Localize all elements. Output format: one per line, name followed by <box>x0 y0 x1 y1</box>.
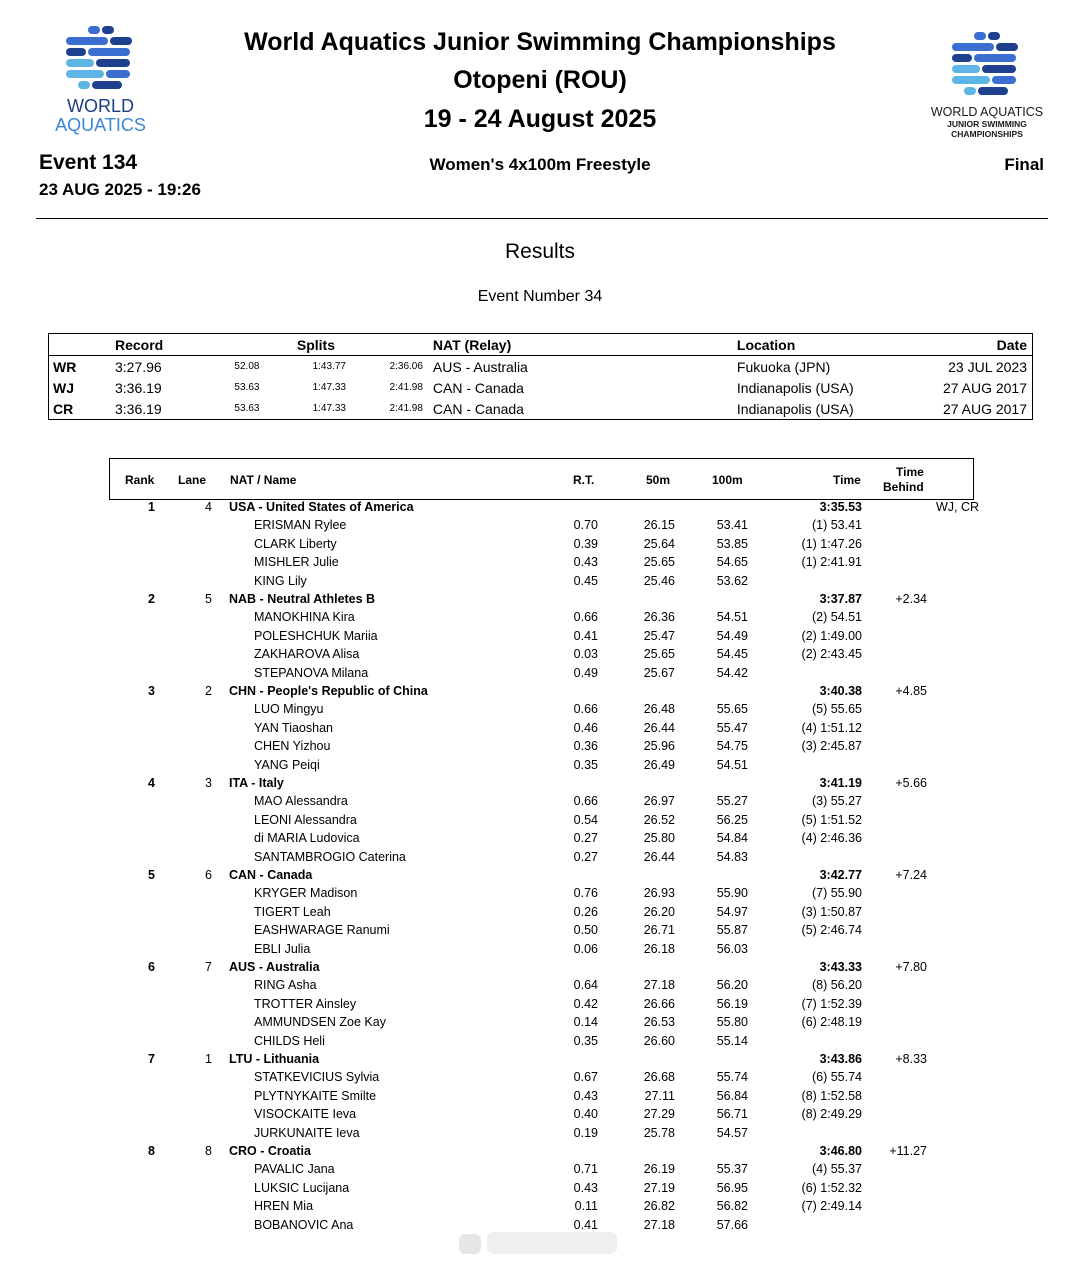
swimmer-split-50m: 26.19 <box>643 1162 675 1177</box>
team-rank: 8 <box>148 1144 155 1158</box>
team-time-behind: +11.27 <box>889 1144 927 1158</box>
swimmer-cumulative: (3) 1:50.87 <box>801 904 862 919</box>
swimmer-split-50m: 25.78 <box>643 1125 675 1140</box>
swimmer-split-100m: 55.90 <box>716 886 748 901</box>
team-rank: 5 <box>148 868 155 882</box>
swimmer-row <box>0 555 1080 573</box>
team-name: NAB - Neutral Athletes B <box>229 592 376 606</box>
swimmer-reaction-time: 0.14 <box>573 1015 598 1030</box>
swimmer-split-100m: 55.37 <box>716 1162 748 1177</box>
swimmer-reaction-time: 0.45 <box>573 573 598 588</box>
event-phase: Final <box>1004 155 1044 174</box>
swimmer-name: CHILDS Heli <box>254 1033 325 1048</box>
records-header-nat: NAT (Relay) <box>427 334 737 356</box>
swimmer-split-100m: 56.84 <box>716 1088 748 1103</box>
swimmer-reaction-time: 0.27 <box>573 849 598 864</box>
swimmer-cumulative: (1) 2:41.91 <box>801 555 862 570</box>
logo-word-world-aquatics: WORLD AQUATICS <box>930 105 1044 119</box>
swimmer-name: KRYGER Madison <box>254 886 358 901</box>
team-row <box>0 960 1080 978</box>
records-header-row <box>49 334 1033 356</box>
record-date: 23 JUL 2023 <box>948 358 1027 375</box>
swimmer-row <box>0 537 1080 555</box>
swimmer-cumulative: (5) 55.65 <box>811 702 862 717</box>
swimmer-reaction-time: 0.43 <box>573 1180 598 1195</box>
team-name: CHN - People's Republic of China <box>229 684 428 698</box>
team-time-behind: +2.34 <box>895 592 927 606</box>
swimmer-cumulative: (4) 55.37 <box>811 1162 862 1177</box>
swimmer-reaction-time: 0.40 <box>573 1107 598 1122</box>
swimmer-cumulative: (6) 55.74 <box>811 1070 862 1085</box>
records-header-record: Record <box>105 334 205 356</box>
header-divider <box>36 218 1048 219</box>
swimmer-name: EASHWARAGE Ranumi <box>254 923 390 938</box>
record-split-1: 52.08 <box>234 361 260 372</box>
header-lane: Lane <box>178 473 207 487</box>
swimmer-reaction-time: 0.66 <box>573 702 598 717</box>
swimmer-row <box>0 758 1080 776</box>
team-row <box>0 776 1080 794</box>
swimmer-row <box>0 997 1080 1015</box>
swimmer-name: LEONI Alessandra <box>254 812 357 827</box>
swimmer-split-100m: 56.20 <box>716 978 748 993</box>
swimmer-name: RING Asha <box>254 978 317 993</box>
record-nat: CAN - Canada <box>432 379 524 396</box>
team-name: AUS - Australia <box>229 960 320 974</box>
swimmer-reaction-time: 0.36 <box>573 739 598 754</box>
swimmer-split-100m: 56.03 <box>716 941 748 956</box>
championship-dates: 19 - 24 August 2025 <box>423 105 657 133</box>
swimmer-name: ZAKHAROVA Alisa <box>254 647 360 662</box>
team-name: USA - United States of America <box>229 500 414 514</box>
team-time-behind: +7.80 <box>895 960 927 974</box>
team-lane: 6 <box>205 868 212 882</box>
records-table <box>48 333 1033 420</box>
event-label: Event 134 <box>39 151 138 174</box>
swimmer-split-50m: 27.29 <box>643 1107 675 1122</box>
logo-word-junior-swimming: JUNIOR SWIMMING <box>947 119 1027 129</box>
team-time: 3:46.80 <box>819 1144 862 1158</box>
swimmer-split-50m: 27.18 <box>643 1217 675 1232</box>
swimmer-row <box>0 794 1080 812</box>
swimmer-split-100m: 54.51 <box>716 757 748 772</box>
swimmer-reaction-time: 0.27 <box>573 831 598 846</box>
team-row <box>0 868 1080 886</box>
swimmer-reaction-time: 0.66 <box>573 610 598 625</box>
team-row <box>0 500 1080 518</box>
swimmer-split-50m: 26.36 <box>643 610 675 625</box>
swimmer-split-100m: 53.41 <box>716 518 748 533</box>
swimmer-split-100m: 53.85 <box>716 536 748 551</box>
swimmer-split-50m: 25.47 <box>643 628 675 643</box>
swimmer-split-50m: 26.97 <box>643 794 675 809</box>
header-time: Time <box>833 473 861 487</box>
record-location: Indianapolis (USA) <box>736 379 854 396</box>
swimmer-cumulative: (1) 1:47.26 <box>801 536 862 551</box>
swimmer-reaction-time: 0.26 <box>573 904 598 919</box>
team-lane: 8 <box>205 1144 212 1158</box>
record-split-3: 2:41.98 <box>389 403 423 414</box>
swimmer-split-100m: 56.82 <box>716 1199 748 1214</box>
swimmer-cumulative: (4) 2:46.36 <box>801 831 862 846</box>
swimmer-name: LUKSIC Lucijana <box>254 1180 350 1195</box>
swimmer-split-100m: 55.14 <box>716 1033 748 1048</box>
swimmer-row <box>0 1034 1080 1052</box>
team-name: CRO - Croatia <box>229 1144 311 1158</box>
swimmer-row <box>0 721 1080 739</box>
swimmer-split-50m: 26.44 <box>643 849 675 864</box>
swimmer-row <box>0 905 1080 923</box>
watermark-icon <box>457 1228 622 1258</box>
team-lane: 4 <box>205 500 212 514</box>
swimmer-split-100m: 54.75 <box>716 739 748 754</box>
record-split-3: 2:36.06 <box>389 361 423 372</box>
swimmer-split-100m: 55.47 <box>716 720 748 735</box>
record-split-3: 2:41.98 <box>389 382 423 393</box>
swimmer-split-50m: 26.66 <box>643 996 675 1011</box>
record-time: 3:27.96 <box>115 358 162 375</box>
logo-word-aquatics: AQUATICS <box>55 115 146 135</box>
swimmer-cumulative: (5) 1:51.52 <box>801 812 862 827</box>
team-rank: 7 <box>148 1052 155 1066</box>
swimmer-split-50m: 26.82 <box>643 1199 675 1214</box>
swimmer-row <box>0 1199 1080 1217</box>
team-time: 3:37.87 <box>819 592 862 606</box>
swimmer-cumulative: (2) 1:49.00 <box>801 628 862 643</box>
swimmer-row <box>0 850 1080 868</box>
swimmer-name: YAN Tiaoshan <box>254 720 333 735</box>
record-code: WJ <box>53 379 74 396</box>
swimmer-split-50m: 27.19 <box>643 1180 675 1195</box>
swimmer-name: CLARK Liberty <box>254 536 337 551</box>
swimmer-name: VISOCKAITE Ieva <box>254 1107 357 1122</box>
record-nat: AUS - Australia <box>432 358 528 375</box>
swimmer-split-100m: 53.62 <box>716 573 748 588</box>
swimmer-name: BOBANOVIC Ana <box>254 1217 354 1232</box>
swimmer-reaction-time: 0.66 <box>573 794 598 809</box>
swimmer-split-100m: 56.71 <box>716 1107 748 1122</box>
championship-location: Otopeni (ROU) <box>453 66 627 94</box>
swimmer-split-50m: 25.65 <box>643 555 675 570</box>
team-row <box>0 1052 1080 1070</box>
team-lane: 2 <box>205 684 212 698</box>
records-header-splits: Splits <box>205 334 427 356</box>
swimmer-reaction-time: 0.11 <box>574 1199 598 1214</box>
swimmer-name: di MARIA Ludovica <box>254 831 360 846</box>
swimmer-row <box>0 518 1080 536</box>
record-date: 27 AUG 2017 <box>942 400 1027 417</box>
swimmer-row <box>0 629 1080 647</box>
swimmer-split-100m: 54.57 <box>716 1125 748 1140</box>
logo-stripes-icon <box>912 28 1062 100</box>
swimmer-split-50m: 26.71 <box>643 923 675 938</box>
header-rank: Rank <box>125 473 155 487</box>
team-lane: 1 <box>205 1052 212 1066</box>
swimmer-split-50m: 25.64 <box>643 536 675 551</box>
swimmer-split-100m: 54.83 <box>716 849 748 864</box>
team-name: CAN - Canada <box>229 868 313 882</box>
swimmer-split-100m: 54.49 <box>716 628 748 643</box>
swimmer-name: MISHLER Julie <box>254 555 339 570</box>
swimmer-split-100m: 54.97 <box>716 904 748 919</box>
swimmer-cumulative: (7) 55.90 <box>811 886 862 901</box>
record-split-2: 1:43.77 <box>312 361 346 372</box>
header-rt: R.T. <box>573 473 595 487</box>
swimmer-row <box>0 1107 1080 1125</box>
team-time-behind: +4.85 <box>895 684 927 698</box>
swimmer-name: STATKEVICIUS Sylvia <box>254 1070 380 1085</box>
team-row <box>0 1144 1080 1162</box>
swimmer-row <box>0 1181 1080 1199</box>
swimmer-row <box>0 813 1080 831</box>
swimmer-name: JURKUNAITE Ieva <box>254 1125 360 1140</box>
swimmer-name: PAVALIC Jana <box>254 1162 335 1177</box>
record-date: 27 AUG 2017 <box>942 379 1027 396</box>
swimmer-split-50m: 26.60 <box>643 1033 675 1048</box>
team-lane: 3 <box>205 776 212 790</box>
team-record-note: WJ, CR <box>936 500 980 514</box>
swimmer-cumulative: (1) 53.41 <box>811 518 862 533</box>
swimmer-split-100m: 57.66 <box>716 1217 748 1232</box>
record-row <box>49 377 1033 398</box>
record-row <box>49 398 1033 420</box>
swimmer-name: CHEN Yizhou <box>254 739 331 754</box>
swimmer-name: STEPANOVA Milana <box>254 665 369 680</box>
swimmer-split-100m: 55.27 <box>716 794 748 809</box>
swimmer-name: PLYTNYKAITE Smilte <box>254 1088 377 1103</box>
swimmer-name: MAO Alessandra <box>254 794 348 809</box>
team-rank: 4 <box>148 776 155 790</box>
team-time-behind: +7.24 <box>895 868 927 882</box>
swimmer-cumulative: (7) 2:49.14 <box>801 1199 862 1214</box>
swimmer-cumulative: (8) 1:52.58 <box>801 1088 862 1103</box>
swimmer-split-50m: 26.15 <box>643 518 675 533</box>
swimmer-split-50m: 25.46 <box>643 573 675 588</box>
swimmer-cumulative: (8) 2:49.29 <box>801 1107 862 1122</box>
logo-stripes-icon <box>38 22 163 92</box>
swimmer-split-100m: 55.80 <box>716 1015 748 1030</box>
swimmer-cumulative: (3) 2:45.87 <box>801 739 862 754</box>
junior-championships-logo <box>912 28 1062 143</box>
event-datetime: 23 AUG 2025 - 19:26 <box>39 180 201 199</box>
records-header-location: Location <box>737 334 937 356</box>
swimmer-split-100m: 54.45 <box>716 647 748 662</box>
record-split-2: 1:47.33 <box>312 382 346 393</box>
record-code: CR <box>53 400 74 417</box>
swimmer-split-50m: 27.18 <box>643 978 675 993</box>
swimmer-reaction-time: 0.06 <box>573 941 598 956</box>
swimmer-name: LUO Mingyu <box>254 702 324 717</box>
swimmer-split-50m: 26.68 <box>643 1070 675 1085</box>
swimmer-split-50m: 25.80 <box>643 831 675 846</box>
swimmer-reaction-time: 0.42 <box>573 996 598 1011</box>
swimmer-cumulative: (2) 54.51 <box>811 610 862 625</box>
swimmer-reaction-time: 0.76 <box>573 886 598 901</box>
swimmer-reaction-time: 0.67 <box>573 1070 598 1085</box>
swimmer-row <box>0 1089 1080 1107</box>
team-lane: 7 <box>205 960 212 974</box>
swimmer-cumulative: (2) 2:43.45 <box>801 647 862 662</box>
swimmer-split-50m: 26.49 <box>643 757 675 772</box>
swimmer-reaction-time: 0.39 <box>573 536 598 551</box>
swimmer-reaction-time: 0.19 <box>573 1125 598 1140</box>
swimmer-row <box>0 978 1080 996</box>
record-split-2: 1:47.33 <box>312 403 346 414</box>
swimmer-split-100m: 56.25 <box>716 812 748 827</box>
team-rank: 3 <box>148 684 155 698</box>
header-100m: 100m <box>712 473 743 487</box>
swimmer-row <box>0 942 1080 960</box>
team-time: 3:35.53 <box>819 500 862 514</box>
team-time: 3:40.38 <box>819 684 862 698</box>
swimmer-cumulative: (5) 2:46.74 <box>801 923 862 938</box>
swimmer-row <box>0 647 1080 665</box>
championship-title: World Aquatics Junior Swimming Championships <box>244 28 836 56</box>
record-split-1: 53.63 <box>234 382 260 393</box>
swimmer-row <box>0 1126 1080 1144</box>
record-row <box>49 356 1033 378</box>
swimmer-row <box>0 666 1080 684</box>
record-location: Fukuoka (JPN) <box>736 358 831 375</box>
swimmer-row <box>0 923 1080 941</box>
world-aquatics-logo <box>38 22 163 137</box>
swimmer-reaction-time: 0.70 <box>573 518 598 533</box>
swimmer-split-50m: 26.48 <box>643 702 675 717</box>
header-name: NAT / Name <box>230 473 297 487</box>
swimmer-split-100m: 56.19 <box>716 996 748 1011</box>
swimmer-cumulative: (6) 1:52.32 <box>801 1180 862 1195</box>
swimmer-split-50m: 25.67 <box>643 665 675 680</box>
swimmer-reaction-time: 0.50 <box>573 923 598 938</box>
team-name: ITA - Italy <box>229 776 284 790</box>
swimmer-split-100m: 55.74 <box>716 1070 748 1085</box>
swimmer-cumulative: (7) 1:52.39 <box>801 996 862 1011</box>
swimmer-reaction-time: 0.41 <box>573 1217 598 1232</box>
swimmer-split-50m: 26.20 <box>643 904 675 919</box>
swimmer-row <box>0 702 1080 720</box>
swimmer-name: AMMUNDSEN Zoe Kay <box>254 1015 386 1030</box>
swimmer-cumulative: (4) 1:51.12 <box>801 720 862 735</box>
swimmer-reaction-time: 0.35 <box>573 757 598 772</box>
swimmer-name: MANOKHINA Kira <box>254 610 355 625</box>
swimmer-split-100m: 56.95 <box>716 1180 748 1195</box>
swimmer-name: ERISMAN Rylee <box>254 518 347 533</box>
swimmer-name: SANTAMBROGIO Caterina <box>254 849 406 864</box>
logo-word-championships: CHAMPIONSHIPS <box>951 129 1023 139</box>
swimmer-row <box>0 739 1080 757</box>
swimmer-row <box>0 1162 1080 1180</box>
swimmer-reaction-time: 0.64 <box>573 978 598 993</box>
swimmer-reaction-time: 0.54 <box>573 812 598 827</box>
team-rank: 2 <box>148 592 155 606</box>
swimmer-split-100m: 54.84 <box>716 831 748 846</box>
swimmer-split-50m: 26.18 <box>643 941 675 956</box>
record-nat: CAN - Canada <box>432 400 524 417</box>
swimmer-split-50m: 27.11 <box>644 1088 675 1103</box>
swimmer-cumulative: (8) 56.20 <box>811 978 862 993</box>
swimmer-split-100m: 55.87 <box>716 923 748 938</box>
swimmer-name: YANG Peiqi <box>254 757 320 772</box>
swimmer-split-50m: 26.52 <box>643 812 675 827</box>
swimmer-split-50m: 25.96 <box>643 739 675 754</box>
swimmer-row <box>0 1070 1080 1088</box>
swimmer-reaction-time: 0.46 <box>573 720 598 735</box>
swimmer-row <box>0 886 1080 904</box>
swimmer-reaction-time: 0.35 <box>573 1033 598 1048</box>
team-row <box>0 684 1080 702</box>
record-time: 3:36.19 <box>115 379 162 396</box>
event-name: Women's 4x100m Freestyle <box>429 155 651 174</box>
logo-word-world: WORLD <box>67 96 134 116</box>
swimmer-name: POLESHCHUK Mariia <box>254 628 378 643</box>
record-code: WR <box>53 358 77 375</box>
event-number: Event Number 34 <box>477 288 603 305</box>
header-time-behind-1: Time <box>896 465 924 479</box>
team-time: 3:42.77 <box>819 868 862 882</box>
swimmer-split-100m: 55.65 <box>716 702 748 717</box>
swimmer-row <box>0 831 1080 849</box>
team-time-behind: +8.33 <box>895 1052 927 1066</box>
header-50m: 50m <box>646 473 671 487</box>
record-time: 3:36.19 <box>115 400 162 417</box>
swimmer-name: EBLI Julia <box>254 941 311 956</box>
team-time: 3:41.19 <box>819 776 862 790</box>
team-lane: 5 <box>205 592 212 606</box>
swimmer-row <box>0 610 1080 628</box>
team-rank: 6 <box>148 960 155 974</box>
team-row <box>0 592 1080 610</box>
results-header <box>109 458 974 500</box>
swimmer-split-100m: 54.42 <box>716 665 748 680</box>
swimmer-split-50m: 26.44 <box>643 720 675 735</box>
swimmer-reaction-time: 0.43 <box>573 555 598 570</box>
results-title: Results <box>504 240 576 263</box>
swimmer-reaction-time: 0.71 <box>573 1162 598 1177</box>
records-header-date: Date <box>937 334 1033 356</box>
swimmer-reaction-time: 0.43 <box>573 1088 598 1103</box>
team-rank: 1 <box>148 500 155 514</box>
swimmer-split-50m: 26.93 <box>643 886 675 901</box>
swimmer-reaction-time: 0.03 <box>573 647 598 662</box>
swimmer-split-50m: 26.53 <box>643 1015 675 1030</box>
swimmer-name: KING Lily <box>254 573 307 588</box>
swimmer-row <box>0 574 1080 592</box>
swimmer-split-100m: 54.51 <box>716 610 748 625</box>
swimmer-cumulative: (6) 2:48.19 <box>801 1015 862 1030</box>
swimmer-name: TIGERT Leah <box>254 904 331 919</box>
swimmer-name: HREN Mia <box>254 1199 314 1214</box>
swimmer-split-100m: 54.65 <box>716 555 748 570</box>
team-time: 3:43.86 <box>819 1052 862 1066</box>
swimmer-reaction-time: 0.49 <box>573 665 598 680</box>
record-split-1: 53.63 <box>234 403 260 414</box>
header-time-behind-2: Behind <box>883 480 924 494</box>
swimmer-name: TROTTER Ainsley <box>254 996 357 1011</box>
record-location: Indianapolis (USA) <box>736 400 854 417</box>
team-name: LTU - Lithuania <box>229 1052 320 1066</box>
team-time: 3:43.33 <box>819 960 862 974</box>
swimmer-split-50m: 25.65 <box>643 647 675 662</box>
swimmer-cumulative: (3) 55.27 <box>811 794 862 809</box>
team-time-behind: +5.66 <box>895 776 927 790</box>
swimmer-row <box>0 1015 1080 1033</box>
swimmer-reaction-time: 0.41 <box>573 628 598 643</box>
